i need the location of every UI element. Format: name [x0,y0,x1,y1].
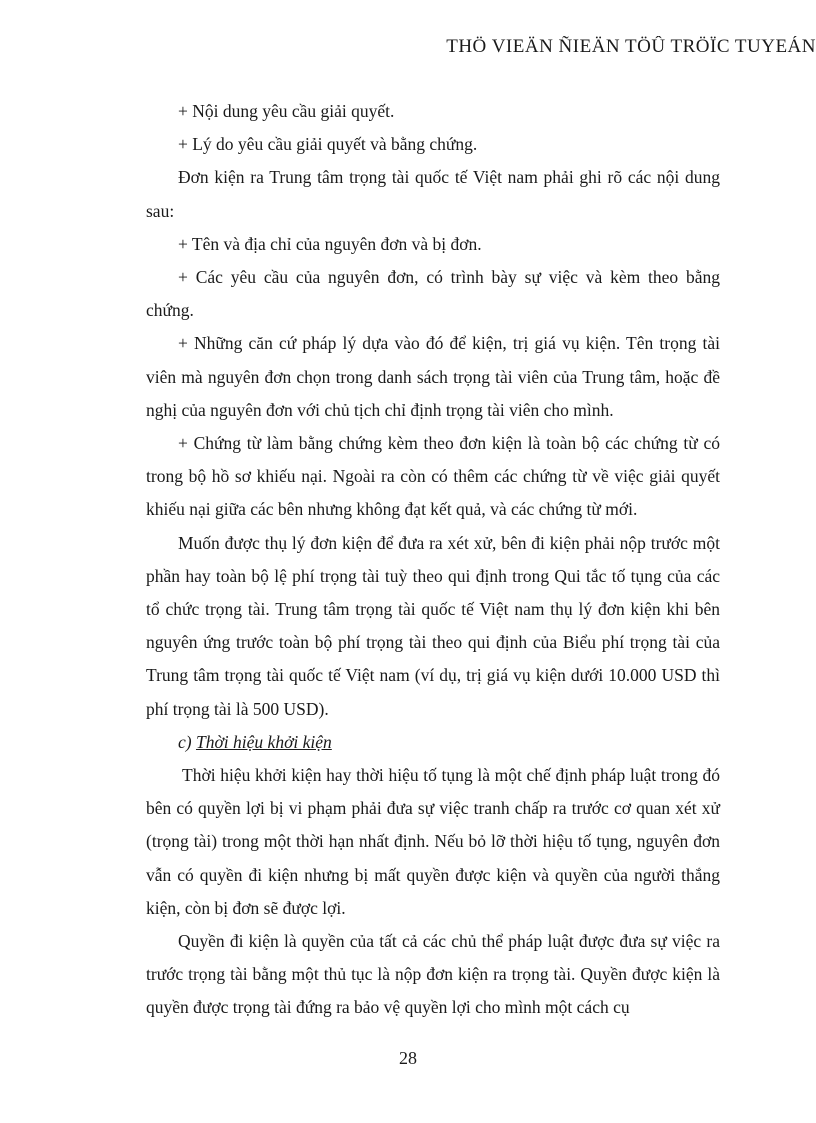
running-header: THÖ VIEÄN ÑIEÄN TÖÛ TRÖÏC TUYEÁN [446,36,816,57]
section-marker: c) [178,731,192,752]
paragraph: + Lý do yêu cầu giải quyết và bằng chứng. [178,134,478,155]
paragraph: + Tên và địa chỉ của nguyên đơn và bị đơn. [178,233,482,254]
page-number: 28 [399,1048,417,1068]
section-title: Thời hiệu khởi kiện [195,731,332,752]
paragraph: + Các yêu cầu của nguyên đơn, có trình bày sự việc và kèm theo bằng chứng. [146,267,720,321]
paragraph: + Nội dung yêu cầu giải quyết. [178,101,395,121]
paragraph: Đơn kiện ra Trung tâm trọng tài quốc tế Việt nam phải ghi rõ các nội dung sau: [146,167,720,221]
page-body [146,95,720,1025]
section-heading [146,726,720,759]
paragraph: + Chứng từ làm bằng chứng kèm theo đơn kiện là toàn bộ các chứng từ có trong bộ hồ sơ khiếu nại. Ngoài ra còn có thêm các chứng từ về việc giải quyết khiếu nại giữa các bên nhưng không đạt kết quả, và các chứng từ mới. [146,433,720,520]
paragraph: Quyền đi kiện là quyền của tất cả các chủ thể pháp luật được đưa sự việc ra trước trọng tài bằng một thủ tục là nộp đơn kiện ra trọng tài. Quyền được kiện là quyền được trọng tài đứng ra bảo vệ quyền lợi cho mình một cách cụ [146,931,720,1018]
paragraph: Muốn được thụ lý đơn kiện để đưa ra xét xử, bên đi kiện phải nộp trước một phần hay toàn bộ lệ phí trọng tài tuỳ theo qui định trong Qui tắc tố tụng của các tổ chức trọng tài. Trung tâm trọng tài quốc tế Việt nam thụ lý đơn kiện khi bên nguyên ứng trước toàn bộ phí trọng tài theo qui định của Biểu phí trọng tài của Trung tâm trọng tài quốc tế Việt nam (ví dụ, trị giá vụ kiện dưới 10.000 USD thì phí trọng tài là 500 USD). [146,532,720,719]
paragraph: Thời hiệu khởi kiện hay thời hiệu tố tụng là một chế định pháp luật trong đó bên có quyền lợi bị vi phạm phải đưa sự việc tranh chấp ra trước cơ quan xét xử (trọng tài) trong một thời hạn nhất định. Nếu bỏ lỡ thời hiệu tố tụng, nguyên đơn vẫn có quyền đi kiện nhưng bị mất quyền được kiện và quyền của người thắng kiện, còn bị đơn sẽ được lợi. [146,765,720,918]
paragraph: + Những căn cứ pháp lý dựa vào đó để kiện, trị giá vụ kiện. Tên trọng tài viên mà nguyên đơn chọn trong danh sách trọng tài viên của Trung tâm, hoặc đề nghị của nguyên đơn với chủ tịch chỉ định trọng tài viên cho mình. [146,333,720,420]
